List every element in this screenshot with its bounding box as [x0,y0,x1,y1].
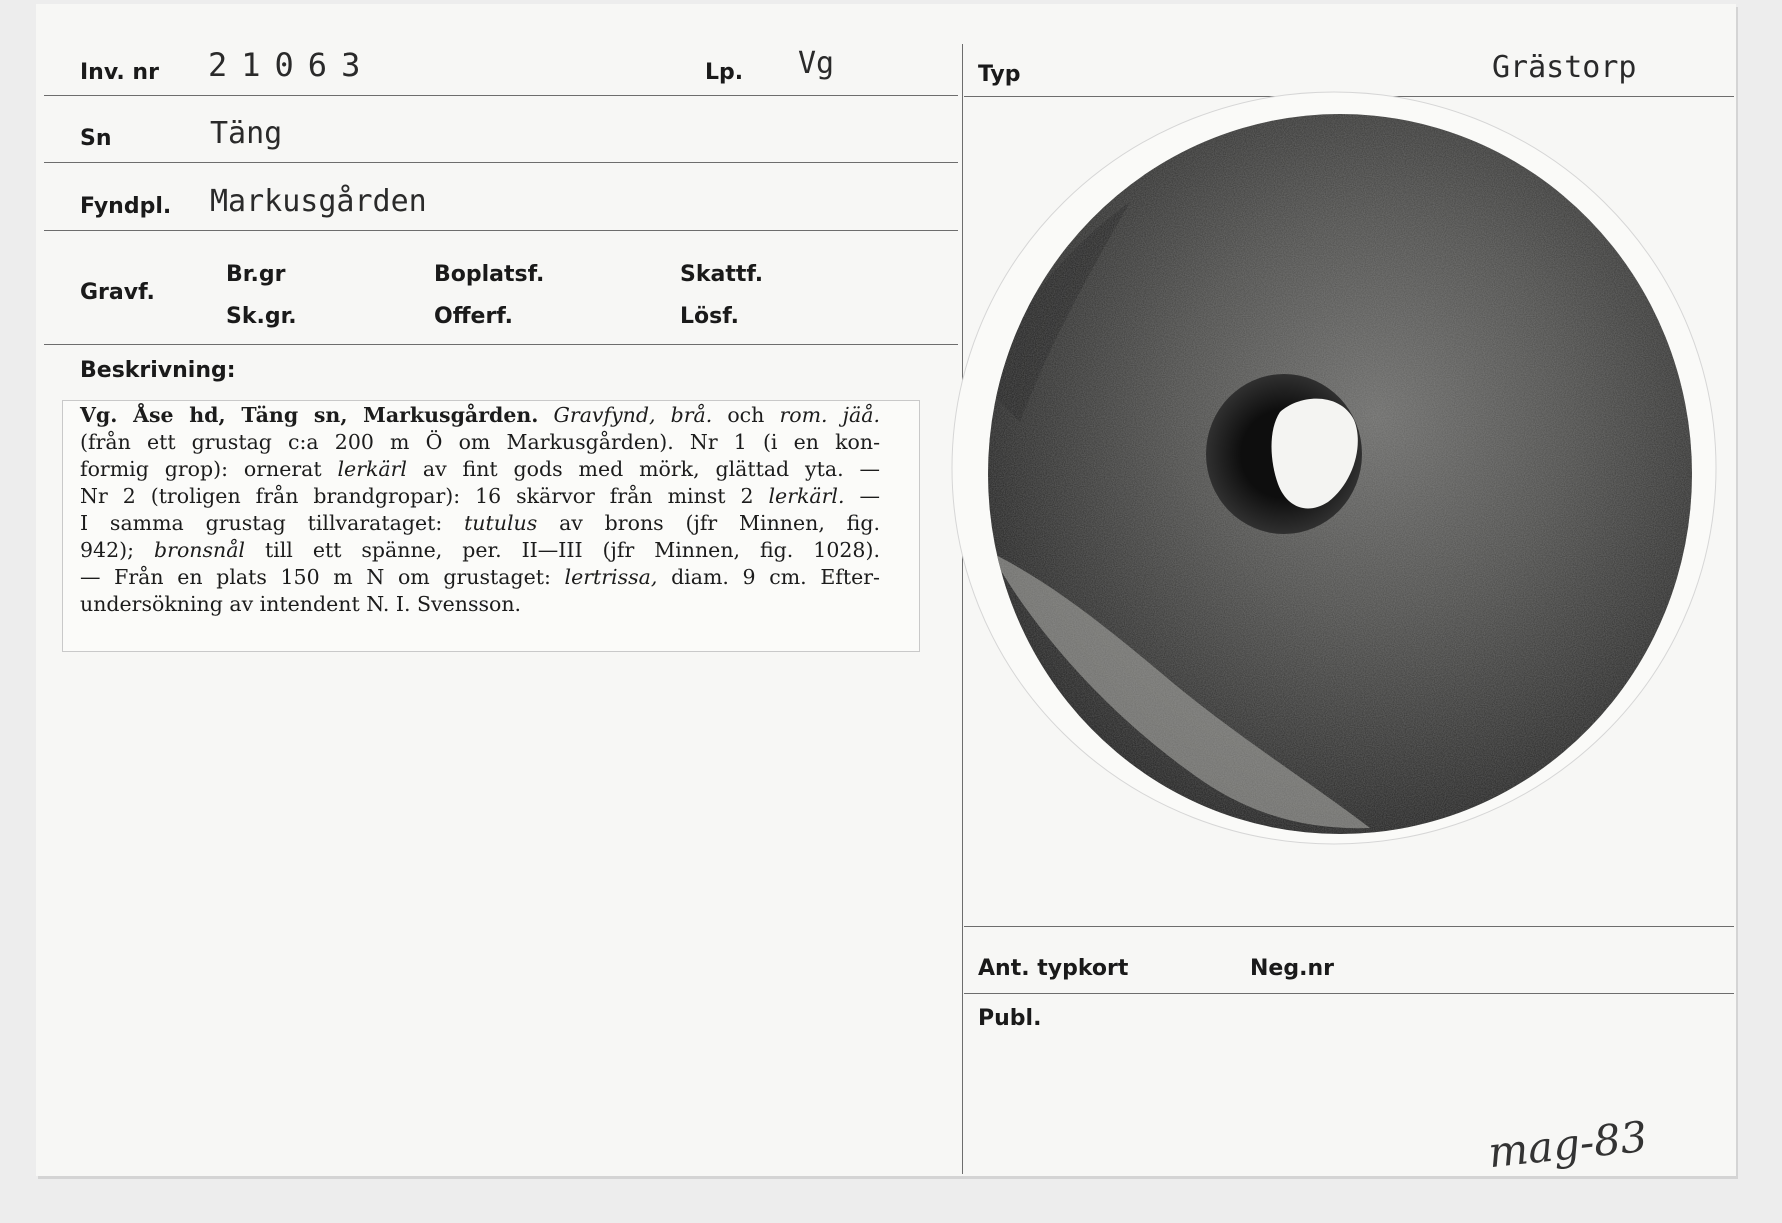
fyndpl-label: Fyndpl. [80,194,172,219]
rule-gravf-row [44,344,958,345]
description-line: undersökning av intendent N. I. Svensson. [80,592,522,616]
offerf-label: Offerf. [434,304,514,329]
rule-inv-row [44,95,958,96]
description-line: I samma grustag tillvarataget: tutulus av brons (jfr Minnen, fig. [80,511,880,535]
rule-ant-top [964,926,1734,927]
sn-label: Sn [80,126,112,151]
fyndpl-value: Markusgården [210,184,427,219]
typ-value: Grästorp [1492,50,1637,85]
brgr-label: Br.gr [226,262,286,287]
inv-nr-value: 21063 [208,46,375,84]
description-line: Vg. Åse hd, Täng sn, Markusgården. Gravfynd, brå. och rom. jäå. [80,403,880,427]
description-text [80,402,880,618]
skgr-label: Sk.gr. [226,304,297,329]
typ-label: Typ [978,62,1021,87]
rule-fyndpl-row [44,230,958,231]
object-photograph [950,82,1720,862]
inv-nr-label: Inv. nr [80,60,159,85]
lp-value: Vg [798,46,835,81]
sn-value: Täng [210,116,283,151]
handwritten-signature: mag-83 [1485,1111,1650,1178]
description-line: — Från en plats 150 m N om grustaget: lertrissa, diam. 9 cm. Efter- [80,565,880,589]
description-line: (från ett grustag c:a 200 m Ö om Markusgården). Nr 1 (i en kon- [80,430,880,454]
ant-typkort-label: Ant. typkort [978,956,1129,981]
skattf-label: Skattf. [680,262,764,287]
losf-label: Lösf. [680,304,739,329]
rule-ant-bottom [964,993,1734,994]
gravf-label: Gravf. [80,280,155,305]
lp-label: Lp. [705,60,744,85]
description-line: formig grop): ornerat lerkärl av fint gods med mörk, glättad yta. — [80,457,880,481]
rule-sn-row [44,162,958,163]
beskrivning-label: Beskrivning: [80,358,236,383]
neg-nr-label: Neg.nr [1250,956,1334,981]
boplatsf-label: Boplatsf. [434,262,545,287]
publ-label: Publ. [978,1006,1042,1031]
description-line: Nr 2 (troligen från brandgropar): 16 skärvor från minst 2 lerkärl. — [80,484,880,508]
description-line: 942); bronsnål till ett spänne, per. II—III (jfr Minnen, fig. 1028). [80,538,880,562]
